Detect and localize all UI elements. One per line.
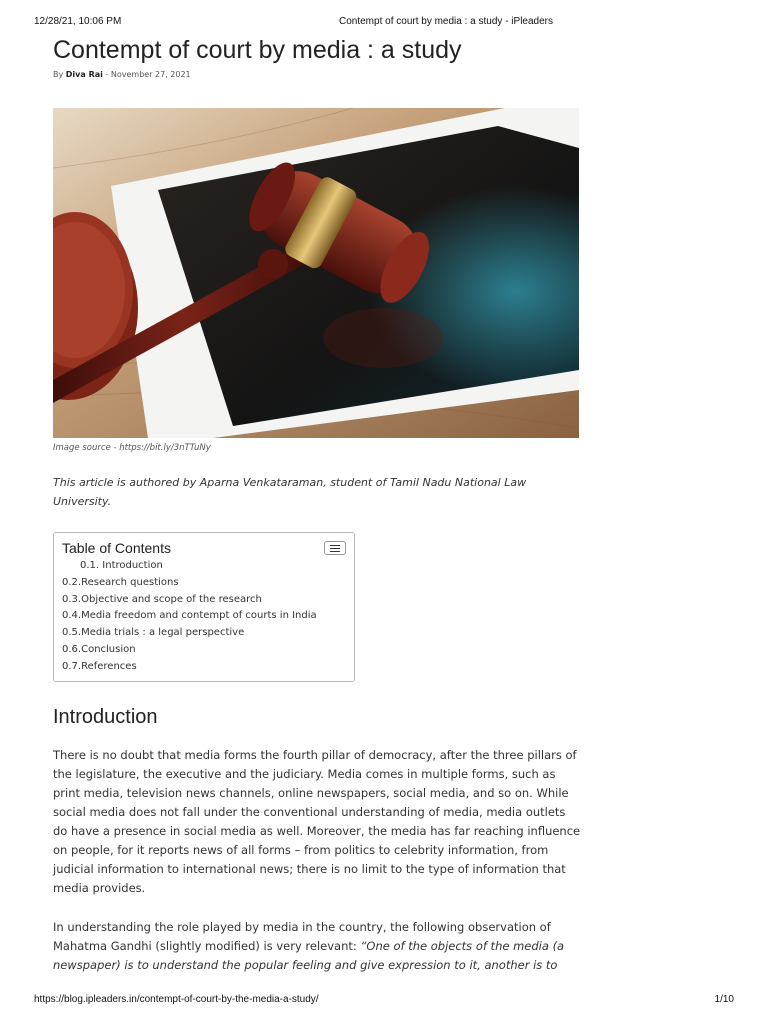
image-caption: Image source - https://bit.ly/3nTTuNy [53, 443, 211, 453]
print-datetime: 12/28/21, 10:06 PM [34, 16, 122, 27]
author-link[interactable]: Diva Rai [65, 70, 103, 79]
toc-item-media-trials[interactable] [62, 625, 346, 642]
toc-item-conclusion[interactable] [62, 642, 346, 659]
publish-date: November 27, 2021 [110, 70, 191, 79]
toc-list [62, 558, 346, 676]
table-of-contents [53, 532, 355, 682]
toc-item-number: 0.5. [62, 627, 82, 639]
print-page-number: 1/10 [714, 994, 734, 1005]
toc-title: Table of Contents [62, 540, 171, 556]
gandhi-quote: “One of the objects of the media (a newspaper) is to understand the popular feeling and give expression to it, another is to [53, 939, 565, 972]
toc-item-link[interactable]: Media trials : a legal perspective [81, 627, 245, 639]
toc-item-number: 0.3. [62, 593, 82, 605]
section-heading-introduction: Introduction [53, 706, 158, 728]
toc-item-link[interactable]: Introduction [102, 560, 163, 571]
toc-item-number: 0.6. [62, 643, 82, 655]
print-tab-title: Contempt of court by media : a study - iPleaders [339, 16, 553, 27]
article-title: Contempt of court by media : a study [53, 36, 462, 64]
article [53, 33, 583, 972]
author-note: This article is authored by Aparna Venkataraman, student of Tamil Nadu National Law University. [53, 476, 527, 508]
byline [53, 70, 583, 82]
toc-item-number: 0.2. [62, 576, 82, 588]
hero-image [53, 108, 579, 438]
toc-item-link[interactable]: Conclusion [81, 643, 136, 655]
toc-item-media-freedom[interactable] [62, 608, 346, 625]
toc-item-number: 0.1. [80, 560, 100, 571]
toc-item-number: 0.4. [62, 610, 82, 622]
print-url: https://blog.ipleaders.in/contempt-of-court-by-the-media-a-study/ [34, 994, 319, 1005]
print-header [34, 16, 734, 30]
toc-item-research-questions[interactable] [62, 575, 346, 592]
gavel-tablet-illustration [53, 108, 579, 438]
by-label: By [53, 70, 64, 79]
toc-toggle-button[interactable] [324, 541, 346, 555]
introduction-paragraph-1: There is no doubt that media forms the fourth pillar of democracy, after the three pillars of the legislature, the executive and the judiciary. Media comes in multiple forms, such as print media, television news channels, online newspapers, social media, and so on. While social media does not fall under the conventional understanding of media, media outlets do have a presence in social media as well. Moreover, the media has far reaching influence on people, for it reports news of all forms – from politics to celebrity information, from judicial information to international news; there is no limit to the type of information that media provides. [53, 748, 581, 895]
paragraph-text: In understanding the role played by media in the country, the following observation of Mahatma Gandhi (slightly modified) is very relevant: [53, 920, 551, 953]
toc-item-link[interactable]: References [81, 660, 137, 672]
print-footer [34, 994, 734, 1008]
introduction-paragraph-2 [53, 918, 583, 975]
list-icon [330, 545, 340, 552]
toc-item-link[interactable]: Objective and scope of the research [81, 593, 262, 605]
toc-item-link[interactable]: Media freedom and contempt of courts in India [81, 610, 317, 622]
toc-item-objective-scope[interactable] [62, 592, 346, 609]
toc-item-references[interactable] [62, 659, 346, 676]
toc-item-number: 0.7. [62, 660, 82, 672]
toc-item-introduction[interactable] [62, 558, 346, 575]
byline-separator: - [105, 70, 109, 79]
toc-item-link[interactable]: Research questions [81, 576, 179, 588]
